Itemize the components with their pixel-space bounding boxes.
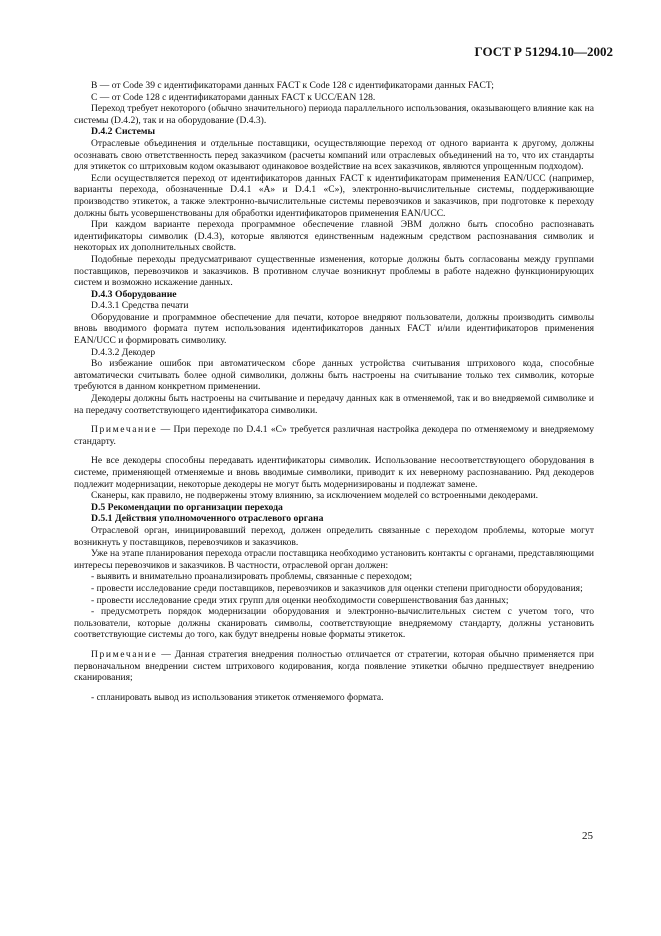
paragraph: Переход требует некоторого (обычно значительного) периода параллельного использования, оказывающего влияние как на системы (D.4.2), так и на оборудование (D.4.3). [74,103,594,126]
section-heading-d42: D.4.2 Системы [91,126,156,138]
section-heading-d51: D.5.1 Действия уполномоченного отраслевого органа [91,513,324,525]
list-item: - выявить и внимательно проанализировать проблемы, связанные с переходом; [91,571,412,583]
paragraph: Отраслевые объединения и отдельные поставщики, осуществляющие переход от одного варианта к другому, должны осознавать свою ответственность перед заказчиком (расчеты компаний или отраслевых объединений на то, что их стандарты для этикеток со штриховым кодом оказывают одинаковое воздействие на всех заказчиков, являются упрощенным подходом). [74,137,594,173]
note-paragraph [74,649,594,684]
note-label: Примечание [91,648,158,660]
note-text: — При переходе по D.4.1 «С» требуется различная настройка декодера по отменяемому и внедряемому стандарту. [74,424,594,447]
list-item: - предусмотреть порядок модернизации оборудования и электронно-вычислительных систем с учетом того, что пользователи, которые должны сканировать символы, соответствующие внедряемому стандарту, должны установить соответствующие системы до того, как будут внедрены новые форматы этикеток. [74,606,594,641]
paragraph: При каждом варианте перехода программное обеспечение главной ЭВМ должно быть способно распознавать идентификаторы символик (D.4.3), которые являются единственным надежным средством распознавания символик и некоторых их дополнительных свойств. [74,219,594,254]
document-body [74,80,594,703]
note-paragraph [74,424,594,447]
section-heading-d43: D.4.3 Оборудование [91,288,177,300]
list-item: - провести исследование среди этих групп для оценки необходимости совершенствования баз данных; [91,594,509,606]
paragraph: Не все декодеры способны передавать идентификаторы символик. Использование несоответствующего оборудования в системе, применяющей отменяемые и вновь вводимые символики, приводит к их неверному распознаванию. Ряд декодеров подлежит модернизации, некоторые декодеры не могут быть модернизированы и подлежат замене. [74,455,594,490]
note-text: — Данная стратегия внедрения полностью отличается от стратегии, которая обычно применяется при первоначальном внедрении систем штрихового кодирования, когда появление этикетки обычно предшествует внедрению сканирования; [74,648,594,684]
note-label: Примечание [91,424,158,436]
section-heading-d5: D.5 Рекомендации по организации перехода [91,501,283,513]
paragraph: В — от Code 39 с идентификаторами данных FACT к Code 128 с идентификаторами данных FACT; [91,80,494,91]
paragraph: Уже на этапе планирования перехода отрасли поставщика необходимо установить контакты с органами, представляющими интересы перевозчиков и заказчиков. В частности, отраслевой орган должен: [74,548,594,571]
subsection-heading-d431: D.4.3.1 Средства печати [91,300,189,312]
paragraph: Во избежание ошибок при автоматическом сборе данных устройства считывания штрихового кода, способные автоматически считывать более одной символики, должны быть настроены на считывание только тех символик, которые требуются в данном конкретном применении. [74,358,594,393]
list-item: - спланировать вывод из использования этикеток отменяемого формата. [91,691,384,703]
list-item: - провести исследование среди поставщиков, перевозчиков и заказчиков для оценки степени пригодности оборудования; [91,582,583,594]
subsection-heading-d432: D.4.3.2 Декодер [91,346,156,358]
standard-header: ГОСТ Р 51294.10—2002 [474,44,613,59]
page-number: 25 [582,830,593,842]
paragraph: Сканеры, как правило, не подвержены этому влиянию, за исключением моделей со встроенными декодерами. [91,490,538,502]
paragraph: Декодеры должны быть настроены на считывание и передачу данных как в отменяемой, так и во внедряемой символике и на передачу соответствующего идентификатора символики. [74,393,594,416]
paragraph: Отраслевой орган, инициировавший переход, должен определить связанные с переходом проблемы, которые могут возникнуть у поставщиков, перевозчиков и заказчиков. [74,524,594,548]
paragraph: Если осуществляется переход от идентификаторов данных FACT к идентификаторам применения EAN/UCC (например, варианты перехода, обозначенные D.4.1 «А» и D.4.1 «С»), электронно-вычислительные системы, поддерживающие производство этикеток, а также электронно-вычислительные системы перевозчиков и заказчиков, при подготовке к переходу должны быть усовершенствованы для обработки идентификаторов применения EAN/UCC. [74,172,594,219]
paragraph: Подобные переходы предусматривают существенные изменения, которые должны быть согласованы между группами поставщиков, перевозчиков и заказчиков. В противном случае возникнут проблемы в работе надежно функционирующих систем и возможно искажение данных. [74,253,594,289]
paragraph: Оборудование и программное обеспечение для печати, которое внедряют пользователи, должны производить символы вновь вводимого формата путем использования идентификаторов данных FACT и/или идентификаторов применения EAN/UCC и формировать символику. [74,311,594,347]
paragraph: С — от Code 128 с идентификаторами данных FACT к UCC/EAN 128. [91,91,376,103]
